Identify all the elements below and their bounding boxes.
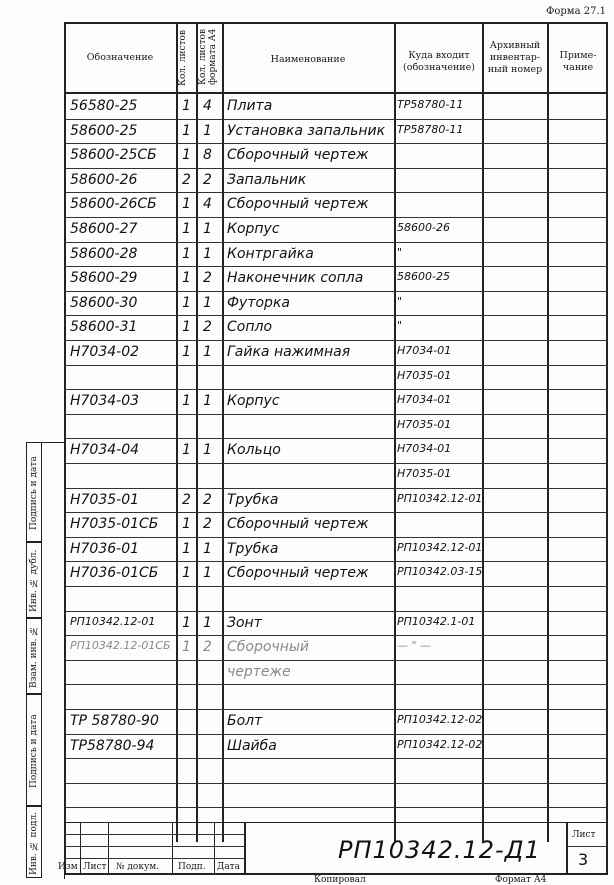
header-note: Приме- чание: [559, 50, 597, 73]
side-sign-date-2: Подпись и дата: [26, 694, 42, 806]
cell-name: Шайба: [227, 737, 277, 754]
cell-where-used: РП10342.12-01: [397, 540, 483, 554]
cell-sheets: 2: [182, 491, 191, 508]
side-sign-date-1: Подпись и дата: [26, 442, 42, 542]
cell-where-used: ТР58780-11: [397, 122, 464, 136]
header-name: Наименование: [270, 54, 346, 65]
header-archive: Архивный инвентар- ный номер: [487, 40, 543, 75]
cell-designation: 58600-25: [70, 122, 138, 139]
cell-name: Корпус: [227, 393, 280, 410]
cell-name: Сопло: [227, 319, 273, 336]
cell-name: Сборочный чертеж: [227, 565, 369, 582]
cell-designation: 58600-26СБ: [70, 196, 157, 213]
side-inv-podl: Инв. № подл.: [26, 806, 42, 878]
cell-where-used: РП10342.03-15: [397, 565, 483, 579]
cell-sheets-a4: 4: [203, 98, 212, 114]
cell-sheets-a4: 2: [203, 171, 212, 188]
cell-where-used: Н7034-01: [397, 393, 452, 407]
cell-sheets-a4: 2: [203, 639, 212, 656]
stamp-sheet-number: 3: [578, 850, 589, 869]
cell-sheets: 1: [182, 540, 191, 557]
cell-where-used: ТР58780-11: [397, 98, 464, 111]
cell-sheets: 1: [182, 442, 191, 459]
cell-designation: 56580-25: [70, 98, 138, 114]
stamp-data: Дата: [217, 862, 241, 872]
cell-sheets: 1: [182, 516, 191, 533]
cell-sheets: 1: [182, 319, 191, 336]
cell-sheets-a4: 1: [203, 393, 212, 410]
cell-name: Сборочный: [227, 639, 310, 656]
cell-name: Запальник: [227, 171, 307, 188]
cell-name: Кольцо: [227, 442, 281, 459]
cell-designation: 58600-30: [70, 294, 138, 311]
cell-sheets-a4: 8: [203, 147, 212, 164]
cell-where-used: Н7035-01: [397, 368, 452, 382]
cell-sheets-a4: 2: [203, 270, 212, 287]
cell-name: Зонт: [227, 614, 262, 631]
cell-sheets-a4: 1: [203, 442, 212, 459]
header-where-used: Куда входит (обозначение): [403, 50, 475, 73]
cell-where-used: РП10342.1-01: [397, 614, 476, 628]
cell-designation: Н7036-01: [70, 540, 140, 557]
cell-name: чертеже: [227, 663, 291, 680]
cell-designation: РП10342.12-01: [70, 614, 156, 628]
cell-sheets-a4: 1: [203, 344, 212, 360]
cell-sheets: 1: [182, 245, 191, 262]
cell-designation: 58600-28: [70, 245, 138, 262]
cell-designation: 58600-31: [70, 319, 138, 336]
cell-designation: Н7035-01СБ: [70, 516, 159, 533]
cell-name: Наконечник сопла: [227, 270, 364, 287]
cell-sheets: 1: [182, 221, 191, 237]
cell-name: Болт: [227, 713, 263, 729]
cell-sheets: 1: [182, 639, 191, 656]
cell-designation: 58600-26: [70, 171, 138, 188]
cell-sheets-a4: 1: [203, 565, 212, 582]
cell-name: Сборочный чертеж: [227, 516, 369, 533]
footer-copied: Копировал: [314, 875, 366, 885]
cell-sheets-a4: 1: [203, 614, 212, 631]
cell-name: Плита: [227, 98, 273, 114]
cell-sheets: 1: [182, 196, 191, 213]
cell-sheets-a4: 4: [203, 196, 212, 213]
cell-designation: Н7034-03: [70, 393, 140, 410]
cell-name: Установка запальник: [227, 122, 386, 139]
cell-designation: ТР 58780-90: [70, 713, 159, 729]
cell-where-used: 58600-26: [397, 221, 450, 234]
form-label: Форма 27.1: [546, 6, 606, 17]
cell-sheets: 1: [182, 614, 191, 631]
cell-sheets: 1: [182, 122, 191, 139]
stamp-podp: Подп.: [178, 862, 206, 872]
cell-sheets-a4: 1: [203, 294, 212, 311]
document-code: РП10342.12-Д1: [338, 836, 541, 864]
cell-where-used: Н7034-01: [397, 344, 452, 357]
cell-sheets: 2: [182, 171, 191, 188]
cell-where-used: 58600-25: [397, 270, 450, 284]
cell-sheets-a4: 2: [203, 516, 212, 533]
cell-sheets: 1: [182, 393, 191, 410]
cell-designation: ТР58780-94: [70, 737, 155, 754]
header-designation: Обозначение: [86, 52, 154, 63]
cell-name: Футорка: [227, 294, 290, 311]
cell-sheets: 1: [182, 294, 191, 311]
cell-name: Гайка нажимная: [227, 344, 351, 360]
cell-designation: Н7034-04: [70, 442, 140, 459]
cell-name: Трубка: [227, 491, 279, 508]
cell-where-used: РП10342.12-01: [397, 491, 483, 505]
header-sheets-a4: Кол. листов формата А4: [198, 28, 218, 86]
cell-name: Трубка: [227, 540, 279, 557]
stamp-doc-no: № докум.: [116, 862, 160, 872]
cell-sheets: 1: [182, 147, 191, 164]
footer-format: Формат А4: [495, 875, 547, 885]
side-vzam-inv: Взам. инв. №: [26, 618, 42, 694]
cell-name: Корпус: [227, 221, 280, 237]
cell-name: Контргайка: [227, 245, 314, 262]
cell-sheets: 1: [182, 98, 191, 114]
cell-where-used: — " —: [397, 639, 432, 653]
cell-sheets-a4: 2: [203, 491, 212, 508]
cell-designation: 58600-27: [70, 221, 138, 237]
cell-where-used: РП10342.12-02: [397, 737, 483, 751]
cell-where-used: ": [397, 245, 403, 259]
cell-sheets-a4: 1: [203, 245, 212, 262]
header-sheets: Кол. листов: [178, 29, 188, 87]
cell-name: Сборочный чертеж: [227, 196, 369, 213]
cell-where-used: Н7035-01: [397, 467, 452, 480]
stamp-list: Лист: [83, 862, 107, 872]
cell-where-used: РП10342.12-02: [397, 713, 483, 726]
side-inv-dubl: Инв. № дубл.: [26, 542, 42, 618]
cell-sheets: 1: [182, 344, 191, 360]
cell-where-used: ": [397, 294, 403, 308]
cell-sheets-a4: 1: [203, 221, 212, 237]
cell-designation: Н7034-02: [70, 344, 140, 360]
stamp-izm: Изм: [58, 862, 78, 872]
cell-sheets-a4: 1: [203, 540, 212, 557]
cell-where-used: Н7035-01: [397, 417, 452, 431]
cell-designation: 58600-29: [70, 270, 138, 287]
cell-sheets: 1: [182, 565, 191, 582]
cell-sheets-a4: 1: [203, 122, 212, 139]
cell-sheets-a4: 2: [203, 319, 212, 336]
cell-designation: Н7036-01СБ: [70, 565, 159, 582]
cell-sheets: 1: [182, 270, 191, 287]
cell-where-used: ": [397, 319, 403, 333]
cell-designation: РП10342.12-01СБ: [70, 639, 171, 653]
stamp-sheet-label: Лист: [572, 830, 596, 840]
cell-name: Сборочный чертеж: [227, 147, 369, 164]
cell-where-used: Н7034-01: [397, 442, 452, 456]
cell-designation: 58600-25СБ: [70, 147, 157, 164]
cell-designation: Н7035-01: [70, 491, 140, 508]
